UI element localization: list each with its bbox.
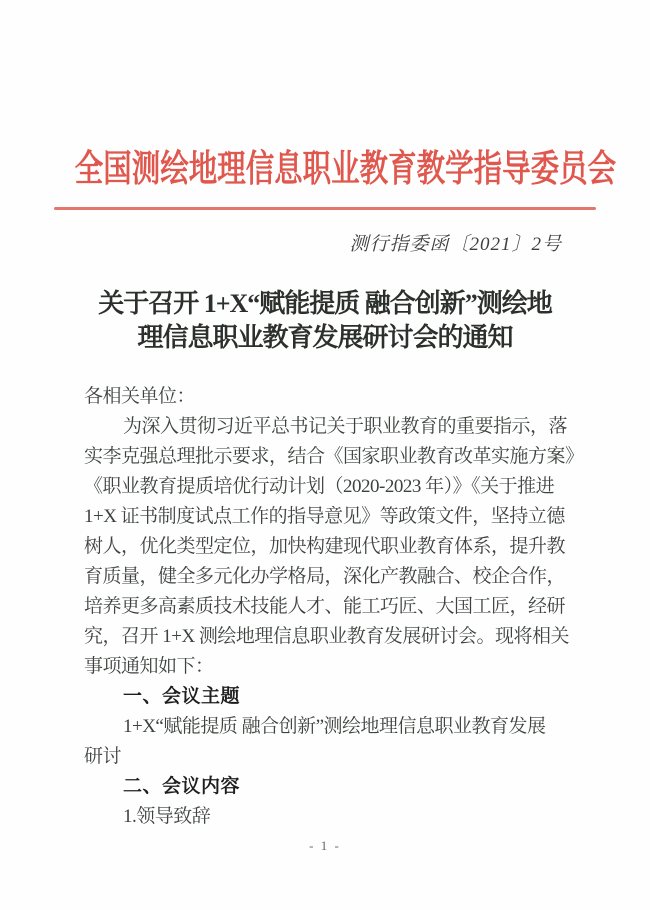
salutation: 各相关单位： — [84, 385, 196, 407]
section-heading-meeting-theme: 一、会议主题 — [123, 685, 241, 707]
document-title-line-2: 理信息职业教育发展研讨会的通知 — [137, 322, 513, 352]
document-title — [0, 287, 650, 355]
paragraph-line: 1+X 证书制度试点工作的指导意见》等政策文件，坚持立德 — [84, 505, 565, 527]
page-number: - 1 - — [309, 838, 341, 853]
paragraph-line: 树人，优化类型定位，加快构建现代职业教育体系，提升教 — [84, 535, 566, 557]
paragraph-line: 培养更多高素质技术技能人才、能工巧匠、大国工匠，经研 — [84, 595, 566, 617]
paragraph-line: 研讨 — [84, 745, 122, 767]
paragraph-line: 《职业教育提质培优行动计划（2020-2023 年）》《关于推进 — [84, 475, 555, 497]
issuing-organization-name: 全国测绘地理信息职业教育教学指导委员会 — [74, 149, 617, 190]
document-body — [0, 382, 650, 832]
paragraph-line: 育质量，健全多元化办学格局，深化产教融合、校企合作， — [84, 565, 566, 587]
paragraph-line: 究，召开 1+X 测绘地理信息职业教育发展研讨会。现将相关 — [84, 625, 569, 647]
paragraph-line: 1+X“赋能提质 融合创新”测绘地理信息职业教育发展 — [123, 715, 546, 737]
document-reference-number: 测行指委函〔2021〕2号 — [349, 233, 562, 255]
list-item-leader-address: 1.领导致辞 — [123, 805, 211, 827]
paragraph-line: 为深入贯彻习近平总书记关于职业教育的重要指示，落 — [123, 415, 568, 437]
document-title-line-1: 关于召开 1+X“赋能提质 融合创新”测绘地 — [98, 288, 552, 318]
paragraph-line: 实李克强总理批示要求，结合《国家职业教育改革实施方案》 — [84, 445, 584, 467]
section-heading-meeting-content: 二、会议内容 — [123, 775, 241, 797]
document-letterhead — [0, 150, 650, 256]
paragraph-line: 事项通知如下： — [84, 655, 214, 677]
letterhead-divider-line — [54, 207, 596, 210]
